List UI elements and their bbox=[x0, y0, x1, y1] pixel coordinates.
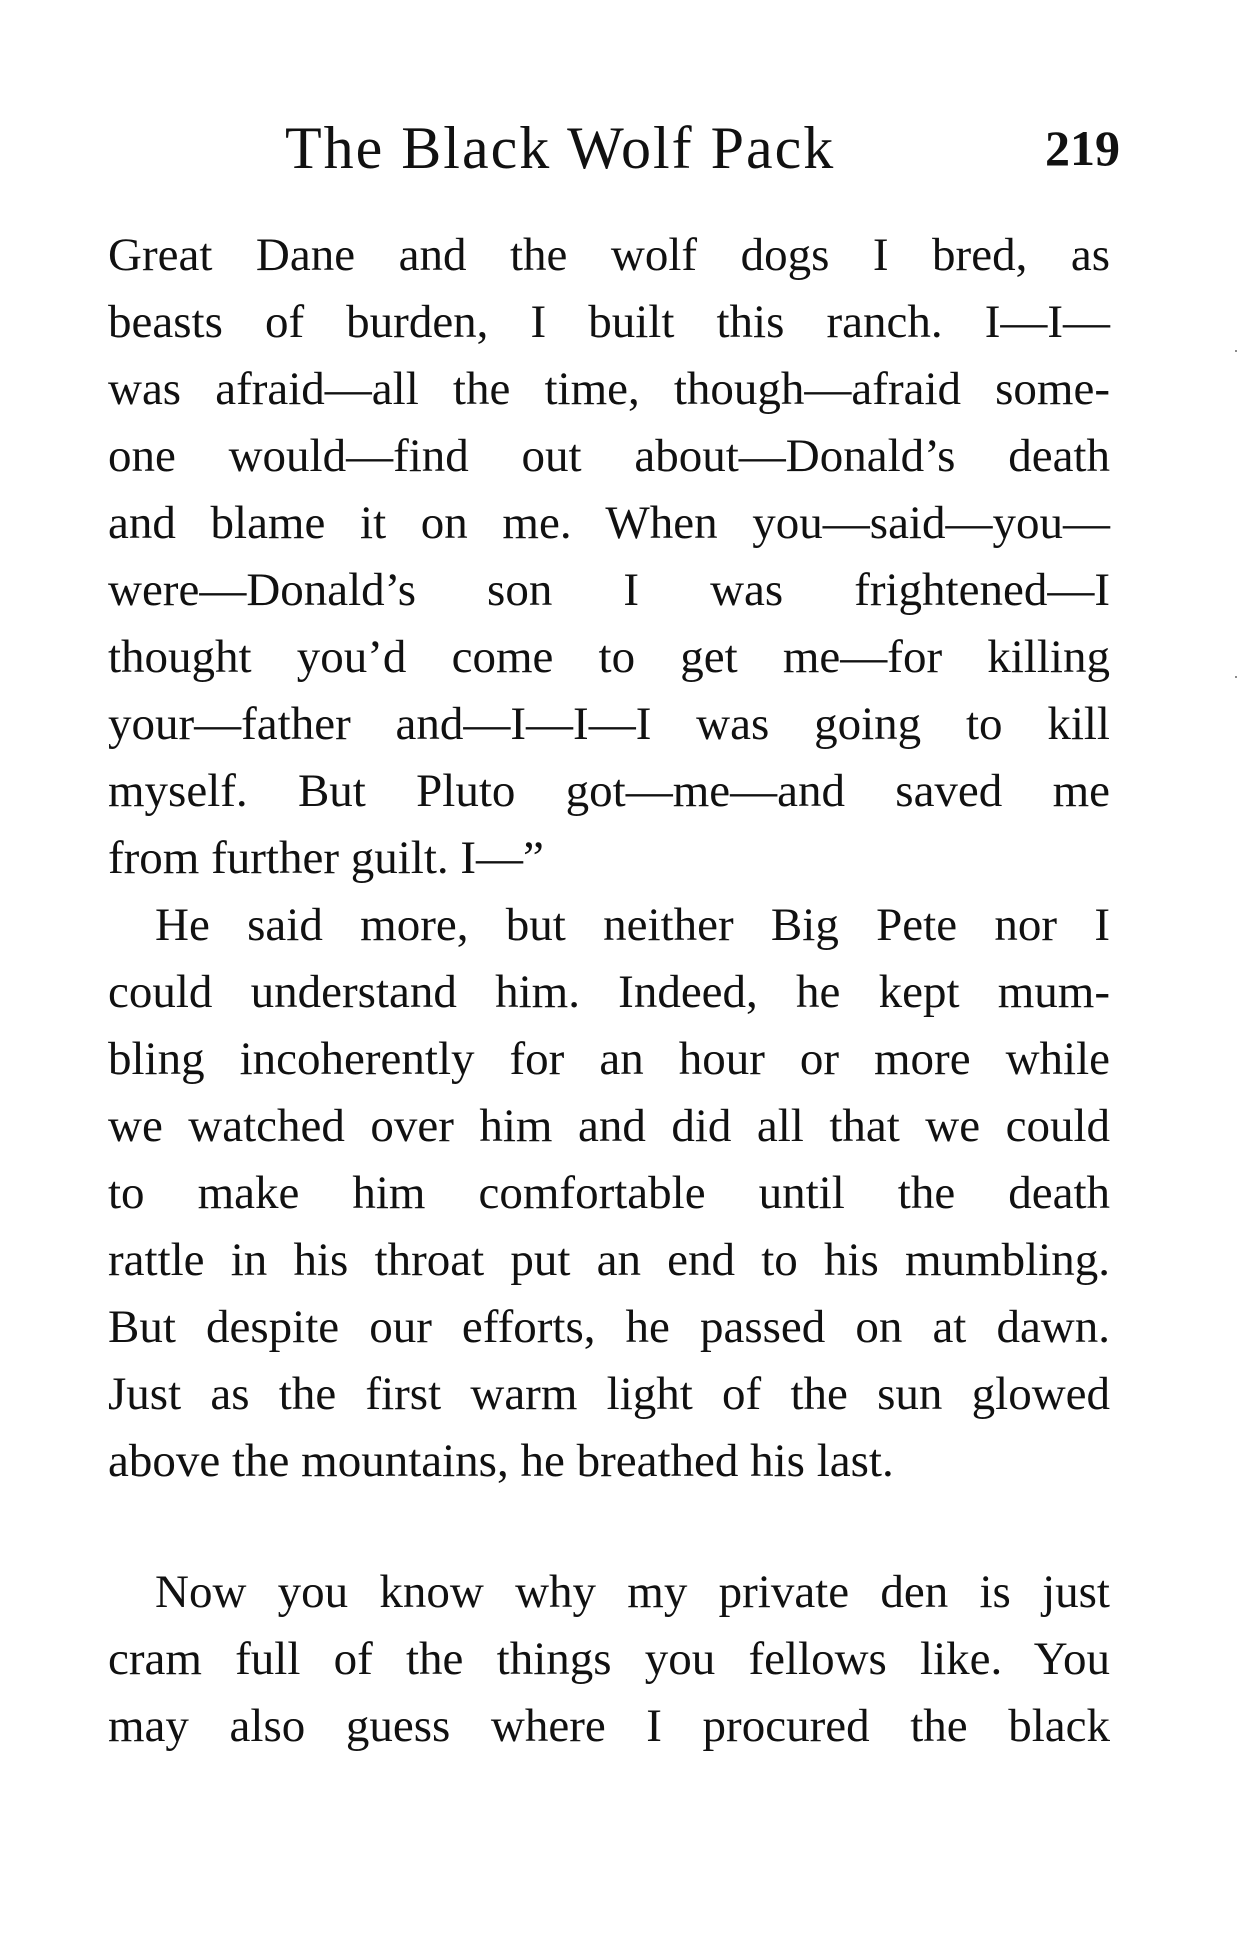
paragraph-3 bbox=[108, 1559, 1110, 1760]
section-break bbox=[108, 1495, 1110, 1559]
page-number: 219 bbox=[1045, 120, 1120, 176]
text-line: Great Dane and the wolf dogs I bred, as bbox=[108, 229, 1110, 281]
text-line: But despite our efforts, he passed on at dawn. bbox=[108, 1301, 1110, 1353]
running-head bbox=[285, 108, 1120, 188]
margin-speck bbox=[1235, 676, 1237, 678]
text-line: Now you know why my private den is just bbox=[155, 1566, 1110, 1618]
text-line: your—father and—I—I—I was going to kill bbox=[108, 698, 1110, 750]
text-line: rattle in his throat put an end to his mumbling. bbox=[108, 1234, 1110, 1286]
text-line: from further guilt. I—” bbox=[108, 832, 544, 884]
text-line: thought you’d come to get me—for killing bbox=[108, 631, 1110, 683]
text-line: beasts of burden, I built this ranch. I—I— bbox=[108, 296, 1110, 348]
text-line: Just as the first warm light of the sun glowed bbox=[108, 1368, 1110, 1420]
text-line: may also guess where I procured the black bbox=[108, 1700, 1110, 1752]
text-line: was afraid—all the time, though—afraid some- bbox=[108, 363, 1110, 415]
text-line: myself. But Pluto got—me—and saved me bbox=[108, 765, 1110, 817]
text-line: to make him comfortable until the death bbox=[108, 1167, 1110, 1219]
paragraph-2 bbox=[108, 892, 1110, 1495]
text-line: cram full of the things you fellows like. You bbox=[108, 1633, 1110, 1685]
text-line: bling incoherently for an hour or more while bbox=[108, 1033, 1110, 1085]
text-line: were—Donald’s son I was frightened—I bbox=[108, 564, 1110, 616]
paragraph-1 bbox=[108, 222, 1110, 892]
running-title: The Black Wolf Pack bbox=[285, 115, 836, 181]
body-text bbox=[108, 222, 1110, 1760]
text-line: could understand him. Indeed, he kept mum- bbox=[108, 966, 1110, 1018]
text-line: one would—find out about—Donald’s death bbox=[108, 430, 1110, 482]
text-line: we watched over him and did all that we could bbox=[108, 1100, 1110, 1152]
text-line: above the mountains, he breathed his last. bbox=[108, 1435, 894, 1487]
text-line: He said more, but neither Big Pete nor I bbox=[155, 899, 1110, 951]
text-line: and blame it on me. When you—said—you— bbox=[108, 497, 1110, 549]
margin-speck bbox=[1235, 350, 1237, 352]
